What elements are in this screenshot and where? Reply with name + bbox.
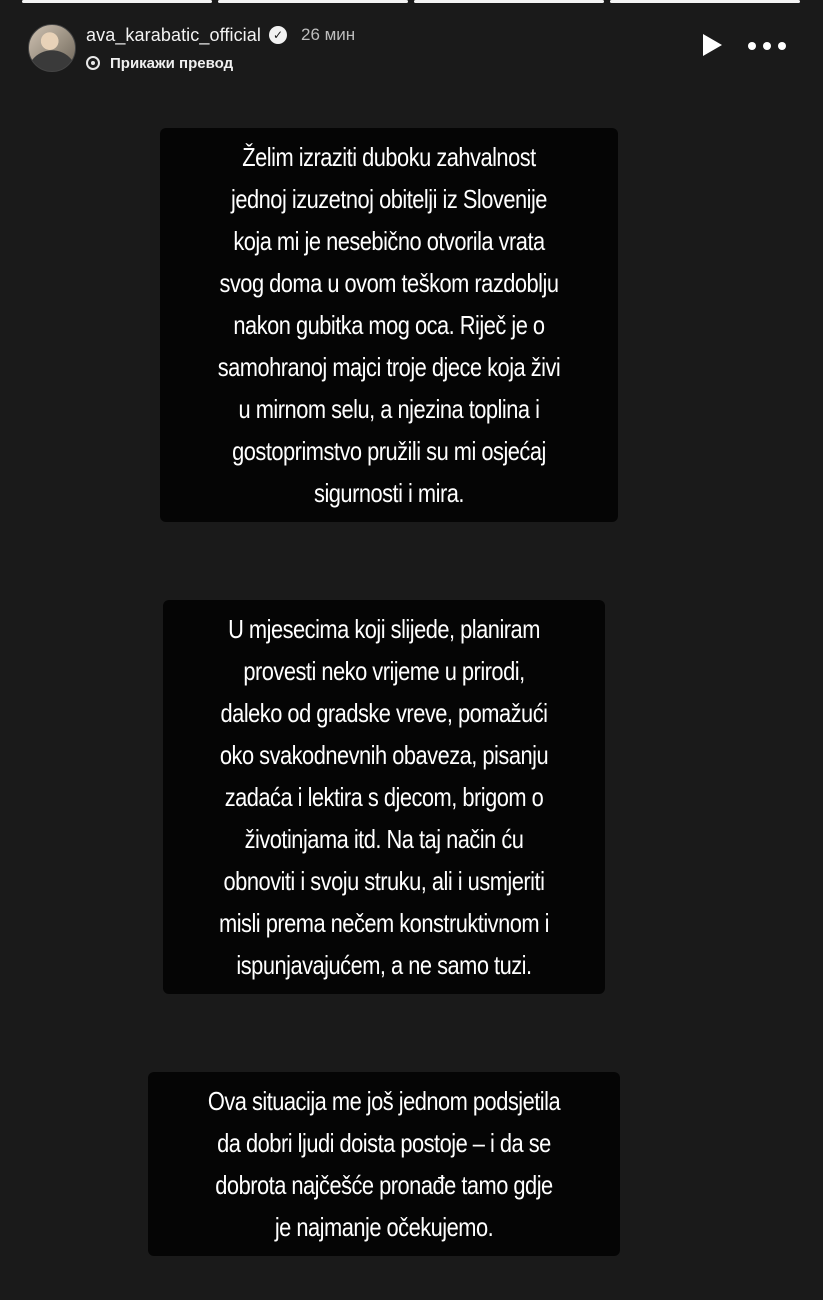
timestamp: 26 мин xyxy=(300,25,356,44)
story-text-line: zadaća i lektira s djecom, brigom o xyxy=(224,782,544,812)
story-text-line: jednoj izuzetnoj obitelji iz Slovenije xyxy=(231,184,547,214)
story-text-line: daleko od gradske vreve, pomažući xyxy=(220,698,548,728)
more-options-icon[interactable] xyxy=(748,36,786,56)
story-text-line: misli prema nečem konstruktivnom i xyxy=(219,908,549,938)
story-text-line: Ova situacija me još jednom podsjetila xyxy=(207,1086,561,1116)
story-text-line: oko svakodnevnih obaveza, pisanju xyxy=(219,740,549,770)
story-progress-bar xyxy=(22,0,800,4)
story-text-line: je najmanje očekujemo. xyxy=(274,1212,494,1242)
story-text-line: koja mi je nesebično otvorila vrata xyxy=(233,226,545,256)
story-text-line: sigurnosti i mira. xyxy=(314,478,464,508)
story-text-block-1 xyxy=(160,128,618,522)
username[interactable]: ava_karabatic_official xyxy=(86,24,261,45)
story-header xyxy=(24,20,800,78)
progress-segment xyxy=(218,0,408,3)
story-text-block-2 xyxy=(163,600,605,994)
progress-segment xyxy=(610,0,800,3)
story-text-line: da dobri ljudi doista postoje – i da se xyxy=(217,1128,551,1158)
story-text-line: svog doma u ovom teškom razdoblju xyxy=(219,268,559,298)
story-text-line: dobrota najčešće pronađe tamo gdje xyxy=(215,1170,553,1200)
story-text-line: gostoprimstvo pružili su mi osjećaj xyxy=(232,436,546,466)
story-text-line: u mirnom selu, a njezina toplina i xyxy=(238,394,540,424)
story-text-line: životinjama itd. Na taj način ću xyxy=(244,824,524,854)
verified-badge-icon: ✓ xyxy=(269,26,287,44)
show-translation-label: Прикажи превод xyxy=(110,54,234,72)
story-text-line: ispunjavajućem, a ne samo tuzi. xyxy=(236,950,532,980)
story-text-line: U mjesecima koji slijede, planiram xyxy=(228,614,540,644)
avatar[interactable] xyxy=(28,24,76,72)
progress-segment xyxy=(414,0,604,3)
story-text-block-3 xyxy=(148,1072,620,1256)
story-text-line: provesti neko vrijeme u prirodi, xyxy=(243,656,525,686)
story-text-line: obnoviti i svoju struku, ali i usmjeriti xyxy=(223,866,545,896)
user-line xyxy=(86,22,355,48)
progress-segment xyxy=(22,0,212,3)
play-icon[interactable] xyxy=(703,34,722,56)
show-translation-link[interactable] xyxy=(86,52,233,74)
translate-icon xyxy=(86,56,100,70)
story-text-line: Želim izraziti duboku zahvalnost xyxy=(242,142,536,172)
story-text-line: samohranoj majci troje djece koja živi xyxy=(217,352,561,382)
story-text-line: nakon gubitka mog oca. Riječ je o xyxy=(233,310,545,340)
